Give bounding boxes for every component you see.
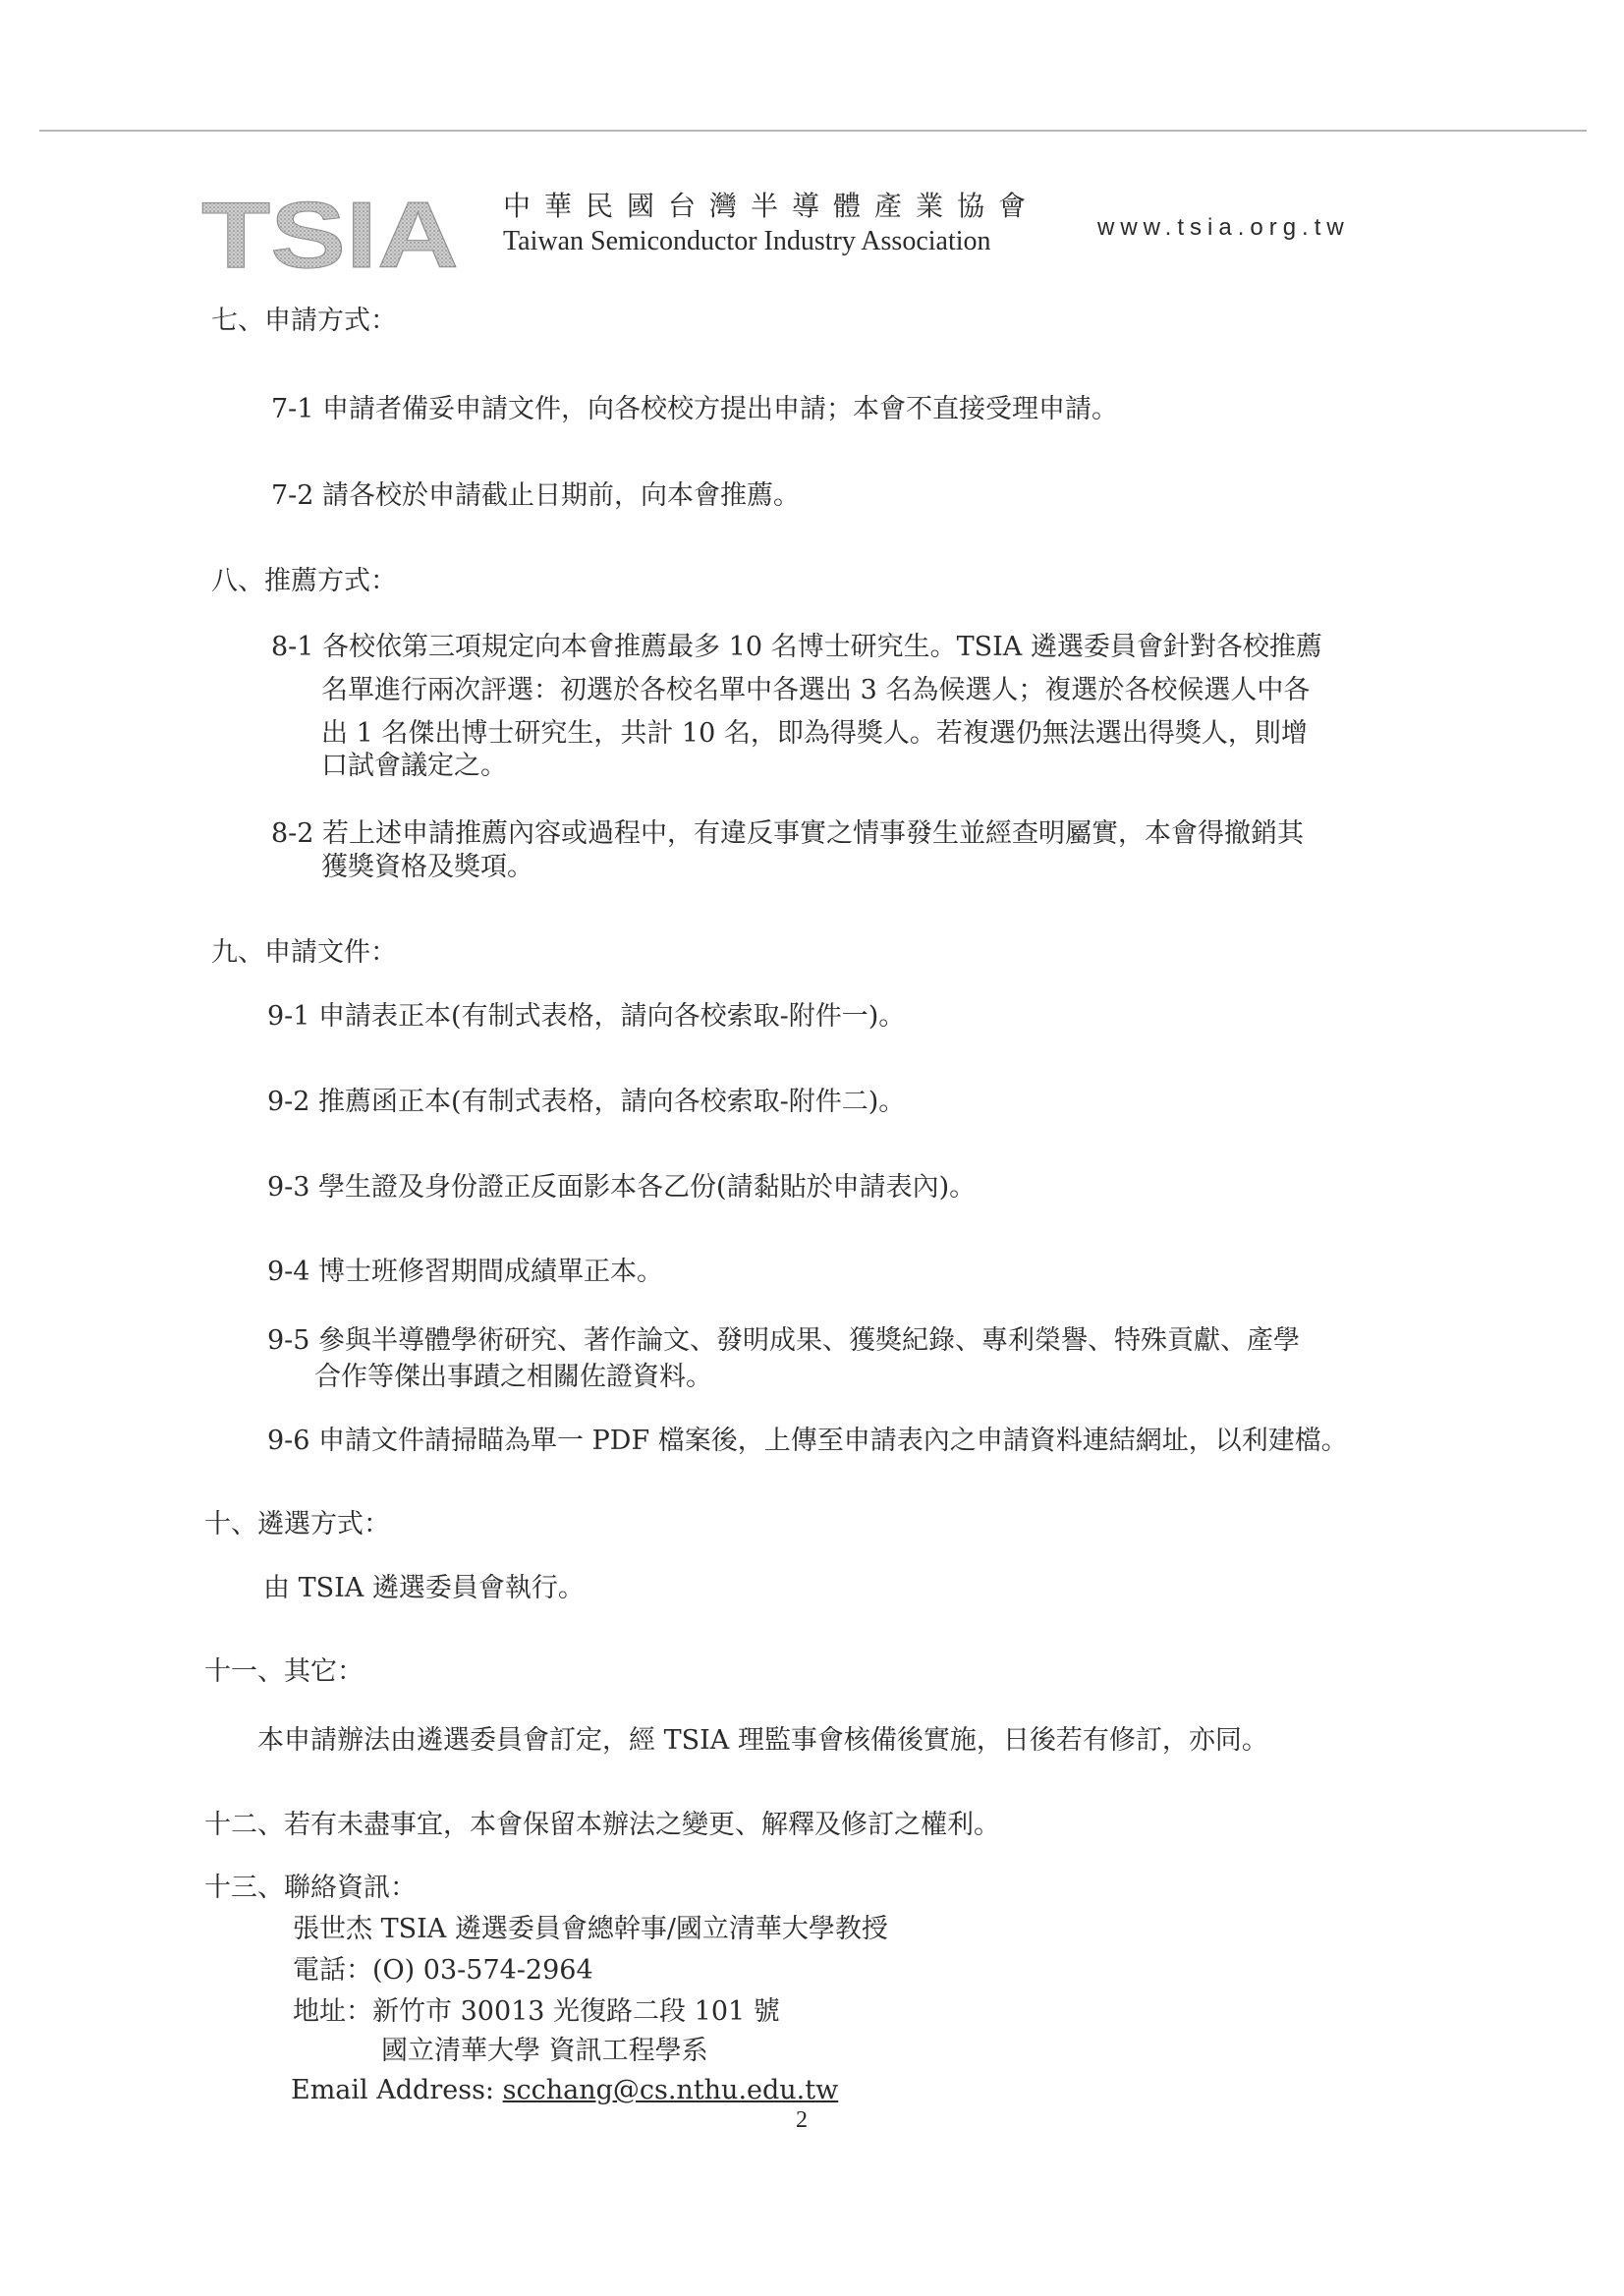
section-13-title: 十三、聯絡資訊：: [204, 1873, 417, 1903]
header-rule: [39, 130, 1587, 132]
item-9-2: 9-2 推薦函正本(有制式表格，請向各校索取-附件二)。: [267, 1087, 906, 1117]
tsia-logo: [201, 195, 462, 273]
contact-phone: 電話：(O) 03-574-2964: [293, 1955, 593, 1986]
website-url: www.tsia.org.tw: [1097, 214, 1350, 241]
logo-text: TSIA: [201, 195, 459, 273]
contact-email-row: [291, 2069, 838, 2112]
section-10-body: 由 TSIA 遴選委員會執行。: [263, 1573, 585, 1603]
contact-email-label: Email Address:: [291, 2075, 503, 2105]
item-9-1: 9-1 申請表正本(有制式表格，請向各校索取-附件一)。: [267, 1001, 906, 1032]
section-7-title: 七、申請方式：: [211, 306, 397, 336]
item-9-5-line-2: 合作等傑出事蹟之相關佐證資料。: [314, 1362, 712, 1392]
item-8-2-line-1: 8-2 若上述申請推薦內容或過程中，有違反事實之情事發生並經查明屬實，本會得撤銷其: [271, 818, 1305, 849]
section-12-title: 十二、若有未盡事宜，本會保留本辦法之變更、解釋及修訂之權利。: [204, 1810, 1000, 1840]
org-name-english: Taiwan Semiconductor Industry Association: [503, 226, 991, 256]
org-name-chinese: 中華民國台灣半導體產業協會: [503, 190, 1040, 222]
item-7-2: 7-2 請各校於申請截止日期前，向本會推薦。: [271, 480, 801, 511]
item-9-4: 9-4 博士班修習期間成績單正本。: [267, 1257, 664, 1287]
item-8-1-line-2: 名單進行兩次評選：初選於各校名單中各選出 3 名為候選人；複選於各校候選人中各: [321, 675, 1311, 705]
section-11-title: 十一、其它：: [204, 1656, 364, 1687]
section-11-body: 本申請辦法由遴選委員會訂定，經 TSIA 理監事會核備後實施，日後若有修訂，亦同。: [257, 1725, 1268, 1756]
page-number: 2: [796, 2107, 808, 2133]
contact-name: 張世杰 TSIA 遴選委員會總幹事/國立清華大學教授: [293, 1914, 888, 1944]
section-10-title: 十、遴選方式：: [204, 1509, 390, 1540]
item-8-1-line-4: 口試會議定之。: [321, 751, 507, 781]
item-9-3: 9-3 學生證及身份證正反面影本各乙份(請黏貼於申請表內)。: [267, 1172, 977, 1203]
item-8-1-line-1: 8-1 各校依第三項規定向本會推薦最多 10 名博士研究生。TSIA 遴選委員會針對各校推薦: [271, 632, 1322, 662]
contact-address-line-2: 國立清華大學 資訊工程學系: [381, 2036, 708, 2066]
item-9-6: 9-6 申請文件請掃瞄為單一 PDF 檔案後，上傳至申請表內之申請資料連結網址，以利建檔。: [267, 1426, 1348, 1456]
item-8-2-line-2: 獲獎資格及獎項。: [321, 852, 533, 882]
contact-email-link[interactable]: scchang@cs.nthu.edu.tw: [502, 2075, 839, 2105]
section-9-title: 九、申請文件：: [211, 937, 397, 968]
section-8-title: 八、推薦方式：: [211, 566, 397, 596]
letterhead: [201, 185, 1410, 273]
item-8-1-line-3: 出 1 名傑出博士研究生，共計 10 名，即為得獎人。若複選仍無法選出得獎人，則增: [321, 718, 1308, 749]
item-7-1: 7-1 申請者備妥申請文件，向各校校方提出申請；本會不直接受理申請。: [271, 394, 1119, 424]
item-9-5-line-1: 9-5 參與半導體學術研究、著作論文、發明成果、獲獎紀錄、專利榮譽、特殊貢獻、產學: [267, 1325, 1301, 1356]
contact-address-line-1: 地址：新竹市 30013 光復路二段 101 號: [293, 1996, 780, 2027]
